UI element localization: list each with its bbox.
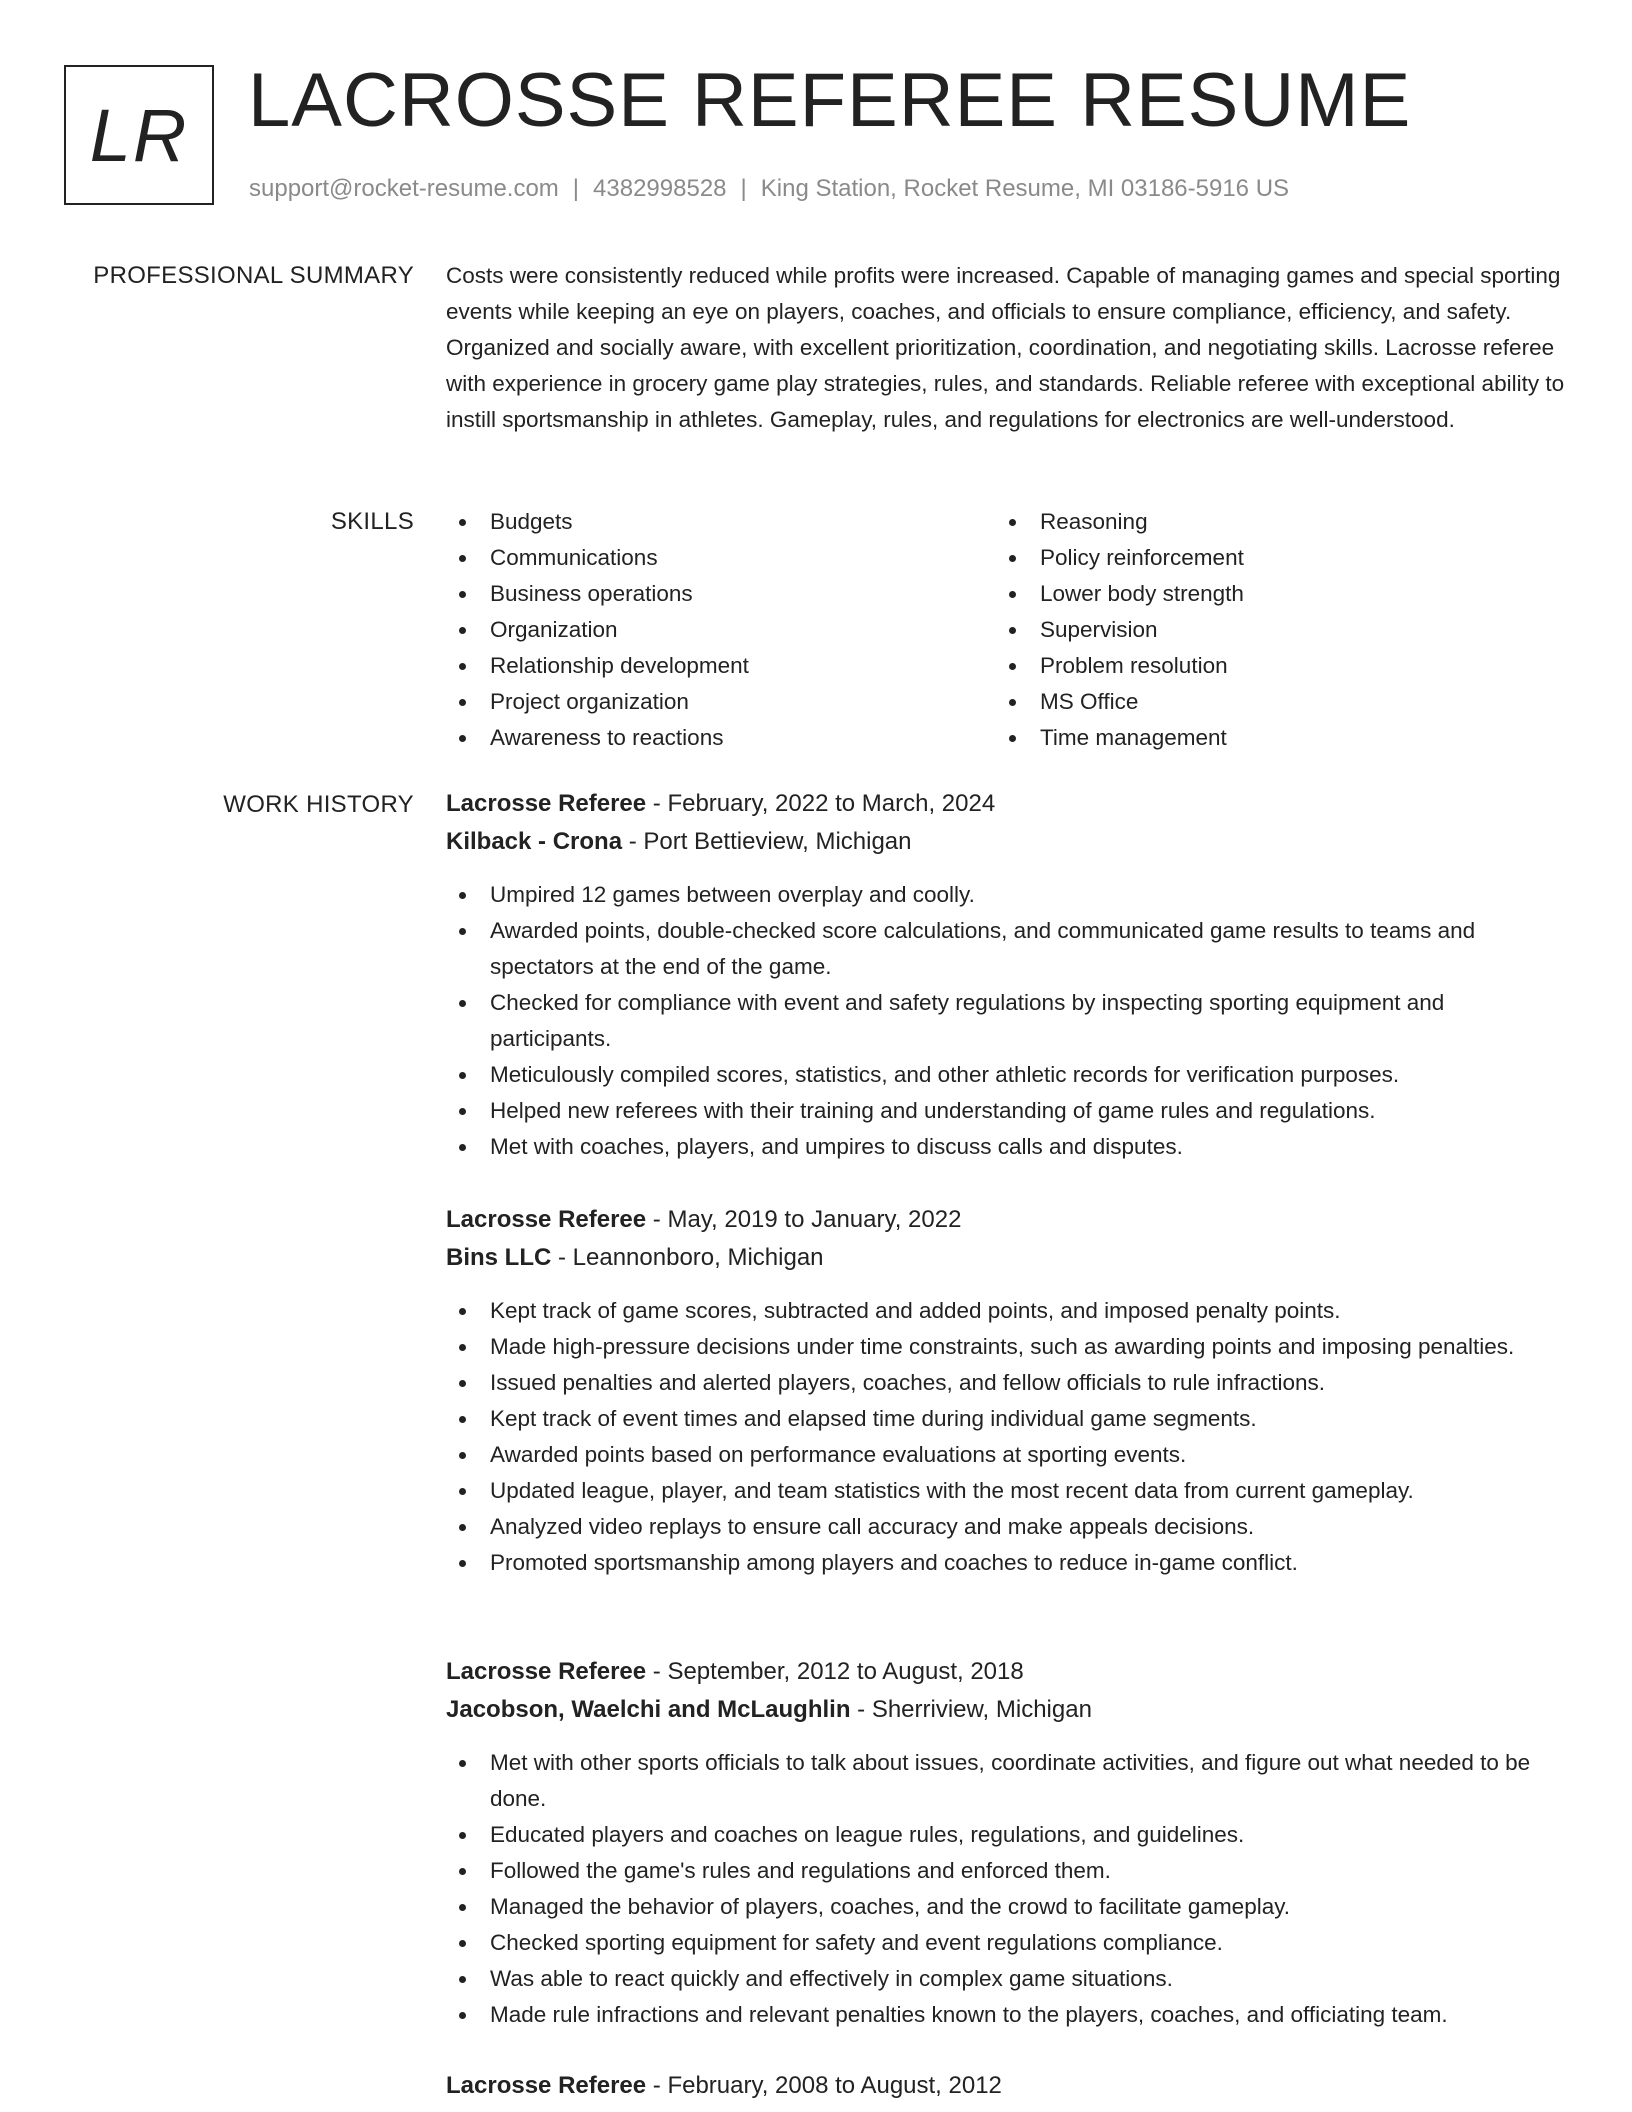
job-title: Lacrosse Referee (446, 2072, 647, 2099)
job-bullet: Educated players and coaches on league rules, regulations, and guidelines. (446, 1817, 1566, 1853)
job-bullet: Kept track of event times and elapsed time during individual game segments. (446, 1401, 1566, 1437)
skill-item: Relationship development (446, 648, 996, 684)
job-title: Lacrosse Referee (446, 1206, 647, 1233)
contact-phone: 4382998528 (593, 175, 727, 202)
summary-body (446, 258, 1566, 438)
skill-item: Lower body strength (996, 576, 1546, 612)
job-bullet: Met with coaches, players, and umpires to discuss calls and disputes. (446, 1129, 1566, 1165)
contact-email: support@rocket-resume.com (249, 175, 559, 202)
job-dates: - May, 2019 to January, 2022 (646, 1206, 962, 1233)
job-dates: - September, 2012 to August, 2018 (646, 1658, 1024, 1685)
summary-text: Costs were consistently reduced while profits were increased. Capable of managing games and special sporting events while keeping an eye on players, coaches, and officials to ensure compliance, efficiency, and safety. Organized and socially aware, with excellent prioritization, coordination, and negotiating skills. Lacrosse referee with experience in grocery game play strategies, rules, and standards. Reliable referee with exceptional ability to instill sportsmanship in athletes. Gameplay, rules, and regulations for electronics are well-understood. (446, 263, 1565, 432)
job-bullet: Checked sporting equipment for safety and event regulations compliance. (446, 1925, 1566, 1961)
contact-separator: | (572, 175, 580, 202)
monogram-logo: LR (64, 65, 214, 205)
job-bullet: Issued penalties and alerted players, coaches, and fellow officials to rule infractions. (446, 1365, 1566, 1401)
job-entry (446, 1201, 1566, 1581)
job-dates: - February, 2022 to March, 2024 (646, 790, 996, 817)
job-bullet: Awarded points, double-checked score calculations, and communicated game results to teams and spectators at the end of the game. (446, 913, 1566, 985)
skill-item: Budgets (446, 504, 996, 540)
job-bullet: Was able to react quickly and effectively in complex game situations. (446, 1961, 1566, 1997)
skill-item: Time management (996, 720, 1546, 756)
contact-line (249, 174, 1289, 204)
skill-item: Supervision (996, 612, 1546, 648)
job-bullet: Awarded points based on performance evaluations at sporting events. (446, 1437, 1566, 1473)
skill-item: Problem resolution (996, 648, 1546, 684)
job-company-line (446, 1239, 1566, 1277)
job-bullet: Checked for compliance with event and safety regulations by inspecting sporting equipment and participants. (446, 985, 1566, 1057)
job-title-line (446, 1201, 1566, 1239)
job-location: - Sherriview, Michigan (850, 1696, 1092, 1723)
skill-item: Awareness to reactions (446, 720, 996, 756)
job-entry (446, 1653, 1566, 2033)
skill-item: Organization (446, 612, 996, 648)
job-company-line (446, 823, 1566, 861)
job-title-line (446, 2067, 1566, 2105)
job-entry (446, 785, 1566, 1165)
job-company: Bins LLC (446, 1244, 552, 1271)
job-bullet: Promoted sportsmanship among players and coaches to reduce in-game conflict. (446, 1545, 1566, 1581)
job-bullet-list (446, 1293, 1566, 1581)
section-label-summary: PROFESSIONAL SUMMARY (93, 262, 414, 289)
job-title: Lacrosse Referee (446, 1658, 647, 1685)
job-bullet: Umpired 12 games between overplay and coolly. (446, 877, 1566, 913)
job-title-line (446, 1653, 1566, 1691)
job-bullet-list (446, 1745, 1566, 2033)
job-title-line (446, 785, 1566, 823)
job-bullet-list (446, 877, 1566, 1165)
job-location: - Leannonboro, Michigan (551, 1244, 824, 1271)
skill-item: Reasoning (996, 504, 1546, 540)
contact-address: King Station, Rocket Resume, MI 03186-5916 US (760, 175, 1290, 202)
contact-separator: | (740, 175, 747, 202)
job-bullet: Helped new referees with their training and understanding of game rules and regulations. (446, 1093, 1566, 1129)
section-label-work-history: WORK HISTORY (223, 791, 414, 818)
job-bullet: Analyzed video replays to ensure call accuracy and make appeals decisions. (446, 1509, 1566, 1545)
skill-item: Communications (446, 540, 996, 576)
job-company: Kilback - Crona (446, 828, 623, 855)
skill-item: Policy reinforcement (996, 540, 1546, 576)
job-bullet: Updated league, player, and team statistics with the most recent data from current gameplay. (446, 1473, 1566, 1509)
job-bullet: Managed the behavior of players, coaches, and the crowd to facilitate gameplay. (446, 1889, 1566, 1925)
resume-title: LACROSSE REFEREE RESUME (248, 58, 1412, 143)
job-dates: - February, 2008 to August, 2012 (646, 2072, 1002, 2099)
job-bullet: Meticulously compiled scores, statistics, and other athletic records for verification purposes. (446, 1057, 1566, 1093)
job-bullet: Made high-pressure decisions under time constraints, such as awarding points and imposing penalties. (446, 1329, 1566, 1365)
job-bullet: Met with other sports officials to talk about issues, coordinate activities, and figure out what needed to be done. (446, 1745, 1566, 1817)
job-bullet: Kept track of game scores, subtracted and added points, and imposed penalty points. (446, 1293, 1566, 1329)
job-bullet: Followed the game's rules and regulations and enforced them. (446, 1853, 1566, 1889)
section-label-skills: SKILLS (330, 508, 414, 535)
job-company-line (446, 1691, 1566, 1729)
skills-columns (446, 504, 1566, 756)
skill-item: MS Office (996, 684, 1546, 720)
job-title: Lacrosse Referee (446, 790, 647, 817)
job-location: - Port Bettieview, Michigan (622, 828, 912, 855)
job-entry (446, 2067, 1566, 2105)
skills-list-left (446, 504, 996, 756)
skill-item: Business operations (446, 576, 996, 612)
job-bullet: Made rule infractions and relevant penalties known to the players, coaches, and officiating team. (446, 1997, 1566, 2033)
skills-list-right (996, 504, 1546, 756)
skill-item: Project organization (446, 684, 996, 720)
job-company: Jacobson, Waelchi and McLaughlin (446, 1696, 851, 1723)
